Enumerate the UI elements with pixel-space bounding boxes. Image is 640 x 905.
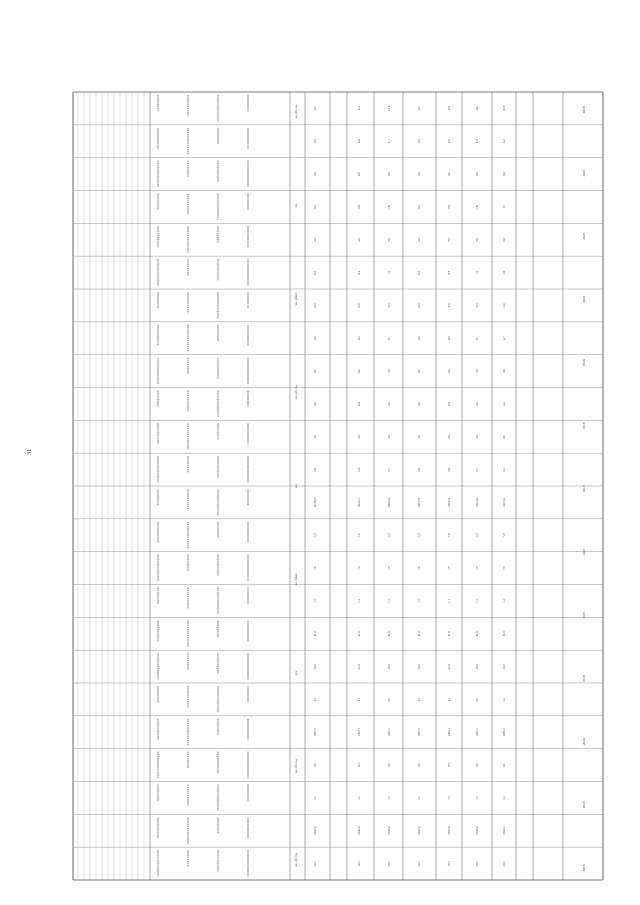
table-cell-value: 0,0: [357, 402, 361, 406]
table-cell-value: 7,9: [357, 533, 361, 538]
table-cell-value: 1,1: [475, 599, 479, 603]
table-cell-value: 0,0: [357, 139, 361, 144]
table-cell-value: 0,0: [417, 139, 421, 144]
unit-label: чел.: [295, 670, 298, 676]
table-cell-value: 23,5: [502, 663, 506, 670]
unit-label: чел. руб./год: [295, 853, 298, 867]
table-cell-value: 0,0: [313, 369, 317, 373]
table-cell-value: 1583,1: [417, 728, 421, 737]
header-year: 2018: [582, 611, 586, 619]
table-cell-value: 0,0: [357, 434, 361, 439]
table-cell-value: 0,0: [313, 172, 317, 176]
table-cell-value: 0,0: [313, 402, 317, 406]
table-cell-value: 7,9: [502, 533, 506, 538]
table-cell-value: 0,0: [475, 106, 479, 111]
unit-label: чел.: [295, 483, 298, 489]
table-cell-value: 4,3: [387, 402, 391, 406]
table-cell-value: 0,5: [313, 763, 317, 767]
table-cell-value: 0,0: [387, 434, 391, 439]
table-cell-value: 4,7: [502, 336, 506, 341]
table-cell-value: 0,0: [475, 237, 479, 242]
table-cell-value: 20,1: [417, 860, 421, 867]
table-cell-value: 0,5: [417, 763, 421, 767]
header-year: 2018: [582, 485, 586, 493]
table-cell-value: 7,9: [447, 533, 451, 538]
table-cell-value: 7,9: [447, 566, 451, 570]
table-cell-value: 0,0: [313, 303, 317, 308]
table-cell-value: 3,1: [313, 796, 317, 800]
table-cell-value: 0,0: [417, 434, 421, 439]
table-cell-value: 0,0: [447, 237, 451, 242]
table-cell-value: 3,1: [417, 796, 421, 800]
table-cell-value: 20,1: [502, 860, 506, 867]
table-cell-value: 0,0: [447, 303, 451, 308]
table-cell-value: 0,0: [313, 237, 317, 242]
header-year: 2016: [582, 169, 586, 177]
table-cell-value: 41,9: [447, 631, 451, 637]
table-cell-value: 0,0: [313, 467, 317, 472]
header-year: 2018: [582, 675, 586, 682]
table-cell-value: 1,0: [475, 205, 479, 209]
unit-label: чел. рублей: [295, 292, 298, 306]
table-cell-value: 1583,1: [357, 728, 361, 737]
table-cell-value: 0,5: [475, 763, 479, 767]
table-cell-value: 0,0: [387, 237, 391, 242]
table-cell-value: 7,9: [387, 533, 391, 538]
table-cell-value: 0,0: [475, 369, 479, 373]
table-cell-value: 260 0,4: [387, 497, 391, 507]
table-grid: [73, 92, 603, 880]
table-cell-value: 4,7: [475, 336, 479, 341]
table-cells: [158, 95, 586, 877]
table-cell-value: 23,5: [357, 663, 361, 670]
table-cell-value: 0,0: [387, 369, 391, 373]
table-cell-value: 0,0: [357, 336, 361, 341]
table-cell-value: 1,0: [502, 270, 506, 275]
table-cell-value: 0,0: [417, 172, 421, 176]
table-cell-value: 1,1: [357, 599, 361, 603]
header-year: 2018: [582, 422, 586, 430]
table-cell-value: 7,9: [357, 566, 361, 570]
table-cell-value: 1966,6: [475, 826, 479, 835]
table-cell-value: 23,5: [417, 663, 421, 670]
table-cell-value: 0,0: [417, 402, 421, 406]
table-cell-value: 6,1: [502, 697, 506, 702]
unit-label: чел. рублей: [295, 573, 298, 586]
table-cell-value: 23,5: [387, 663, 391, 670]
table-cell-value: 1,0: [387, 205, 391, 209]
table-cell-value: 260 0,4: [417, 497, 421, 507]
table-cell-value: 0,0: [417, 270, 421, 275]
table-cell-value: 1966,6: [313, 826, 317, 835]
table-cell-value: 4,7: [387, 336, 391, 341]
table-cell-value: 0,0: [502, 172, 506, 176]
table-cell-value: 10: [502, 205, 506, 209]
table-cell-value: 1,1: [447, 599, 451, 603]
table-cell-value: 0,5: [357, 763, 361, 767]
table-cell-value: 3,1: [387, 796, 391, 800]
table-cell-value: 0,0: [447, 467, 451, 472]
table-cell-value: 0,0: [417, 467, 421, 472]
table-cell-value: 165 0,4: [502, 497, 506, 507]
table-cell-value: 0,0: [502, 434, 506, 439]
table-cell-value: 0,0: [447, 434, 451, 439]
table-cell-value: 0,1: [502, 467, 506, 472]
table-cell-value: 0,5: [387, 763, 391, 767]
table-cell-value: 1583,1: [475, 728, 479, 737]
table-cell-value: 0,0: [417, 106, 421, 111]
page-number: 31: [27, 449, 33, 455]
table-cell-value: 0,0: [357, 205, 361, 209]
table-cell-value: 10,0: [502, 105, 506, 112]
table-cell-value: 0,0: [357, 303, 361, 308]
header-year: 2018: [582, 106, 586, 114]
table-cell-value: 0,0: [417, 303, 421, 308]
table-cell-value: 0,0: [357, 106, 361, 111]
table-cell-value: 23,5: [313, 663, 317, 670]
table-cell-value: 41,9: [417, 631, 421, 637]
table-cell-value: 0,0: [447, 402, 451, 406]
table-cell-value: 1,0: [387, 270, 391, 275]
table-cell-value: 0,0: [313, 336, 317, 341]
table-cell-value: 0,5: [502, 763, 506, 767]
table-cell-value: 1,1: [387, 599, 391, 603]
table-cell-value: 1966,6: [387, 826, 391, 835]
table-cell-value: 0,0: [447, 139, 451, 144]
table-cell-value: 0,0: [447, 369, 451, 373]
table-cell-value: 20,1: [387, 860, 391, 867]
table-cell-value: 1583,1: [502, 728, 506, 737]
table-cell-value: 0,0: [502, 369, 506, 373]
table-cell-value: 0,0: [447, 172, 451, 176]
unit-label: чел.: [295, 203, 298, 208]
table-cell-value: 21,8: [387, 105, 391, 112]
table-cell-value: 4,7: [387, 139, 391, 144]
table-cell-value: 3,1: [357, 796, 361, 800]
table-cell-value: 0,0: [357, 172, 361, 176]
table-cell-value: 3,1: [447, 796, 451, 800]
table-cell-value: 264 0,1: [357, 497, 361, 507]
table-cell-value: 0,1: [475, 467, 479, 472]
table-cell-value: 1583,1: [447, 728, 451, 737]
header-year: 2016: [582, 548, 586, 556]
unit-label: чел. руб./год: [295, 385, 298, 400]
header-year: 2018: [582, 801, 586, 809]
table-cell-value: 7,9: [502, 566, 506, 570]
table-cell-value: 260 0,4: [447, 497, 451, 507]
table-cell-value: 1966,6: [357, 826, 361, 835]
table-cell-value: 3,1: [502, 796, 506, 800]
table-cell-value: 0,0: [475, 303, 479, 308]
table-cell-value: 0,1: [387, 467, 391, 472]
table-cell-value: 4,0: [475, 139, 479, 144]
table-cell-value: 20,1: [357, 860, 361, 867]
table-cell-value: 6,1: [313, 697, 317, 702]
table-cell-value: 41,9: [313, 631, 317, 637]
table-cell-value: 0,0: [387, 172, 391, 176]
table-cell-value: 6,1: [447, 697, 451, 702]
table-cell-value: 1,1: [502, 599, 506, 603]
header-year: 2018: [582, 359, 586, 367]
table-cell-value: 0,0: [313, 270, 317, 275]
table-cell-value: 1,1: [417, 599, 421, 603]
table-cell-value: 0,5: [447, 763, 451, 767]
table-cell-value: 0,0: [357, 369, 361, 373]
table-cell-value: 41,9: [475, 631, 479, 637]
table-cell-value: 0,0: [417, 205, 421, 209]
table-cell-value: 7,9: [313, 566, 317, 570]
table-cell-value: 6,1: [387, 697, 391, 702]
table-cell-value: 7,9: [417, 533, 421, 538]
table-cell-value: 7,9: [475, 566, 479, 570]
table-cell-value: 0,0: [313, 205, 317, 209]
table-cell-value: 7,9: [475, 533, 479, 538]
table-cell-value: 7,9: [387, 566, 391, 570]
table-cell-value: 7,9: [417, 566, 421, 570]
table-cell-value: 6,1: [417, 697, 421, 702]
table-cell-value: 0,0: [502, 237, 506, 242]
table-cell-value: 0,0: [447, 270, 451, 275]
table-cell-value: 20,1: [447, 860, 451, 867]
header-year: 2016: [582, 864, 586, 872]
table-cell-value: 0,0: [357, 237, 361, 242]
table-cell-value: 0,0: [417, 237, 421, 242]
table-cell-value: 4,3: [502, 402, 506, 406]
table-cell-value: 4,3: [475, 402, 479, 406]
table-cell-value: 0,0: [447, 205, 451, 209]
table-cell-value: 0,0: [417, 336, 421, 341]
unit-label: чел. руб./год: [295, 105, 298, 119]
table-cell-value: 0,0: [417, 369, 421, 373]
table-cell-value: 0,0: [387, 303, 391, 308]
table-cell-value: 0,0: [313, 434, 317, 439]
table-cell-value: 0,0: [357, 270, 361, 275]
table-cell-value: 7,9: [313, 533, 317, 538]
table-cell-value: 6,1: [475, 697, 479, 702]
table-cell-value: 0,0: [447, 106, 451, 111]
header-year: 2016: [582, 738, 586, 746]
table-cell-value: 1966,6: [447, 826, 451, 835]
header-year: 2018: [582, 296, 586, 303]
table-cell-value: 1,1: [313, 599, 317, 603]
table-cell-value: 20,1: [313, 860, 317, 867]
table-cell-value: 4,0: [502, 139, 506, 144]
table-cell-value: 1,0: [475, 270, 479, 275]
table-cell-value: 0,0: [357, 467, 361, 472]
table-cell-value: 0,0: [475, 434, 479, 439]
table-cell-value: 1583,1: [313, 728, 317, 737]
table-cell-value: 0,0: [475, 172, 479, 176]
table-cell-value: 23,5: [475, 663, 479, 670]
table-cell-value: 41,9: [357, 631, 361, 637]
table-cell-value: 3,1: [475, 796, 479, 800]
unit-label: чел. руб./год: [295, 759, 298, 774]
table-cell-value: 0,0: [313, 106, 317, 111]
table-cell-value: 1966,6: [417, 826, 421, 835]
header-year: 2016: [582, 232, 586, 240]
table-cell-value: 1583,1: [387, 728, 391, 737]
table-cell-value: 0,0: [313, 139, 317, 144]
table-cell-value: 26 284,3: [313, 497, 317, 508]
table-cell-value: 23,5: [447, 663, 451, 670]
table-cell-value: 0,0: [447, 336, 451, 341]
table-cell-value: 165 6,8: [475, 497, 479, 507]
table-cell-value: 41,9: [502, 631, 506, 637]
table-cell-value: 6,1: [357, 697, 361, 702]
table-cell-value: 0,0: [502, 303, 506, 308]
table-cell-value: 20,1: [475, 860, 479, 867]
table-cell-value: 41,9: [387, 631, 391, 637]
table-cell-value: 1966,6: [502, 826, 506, 835]
